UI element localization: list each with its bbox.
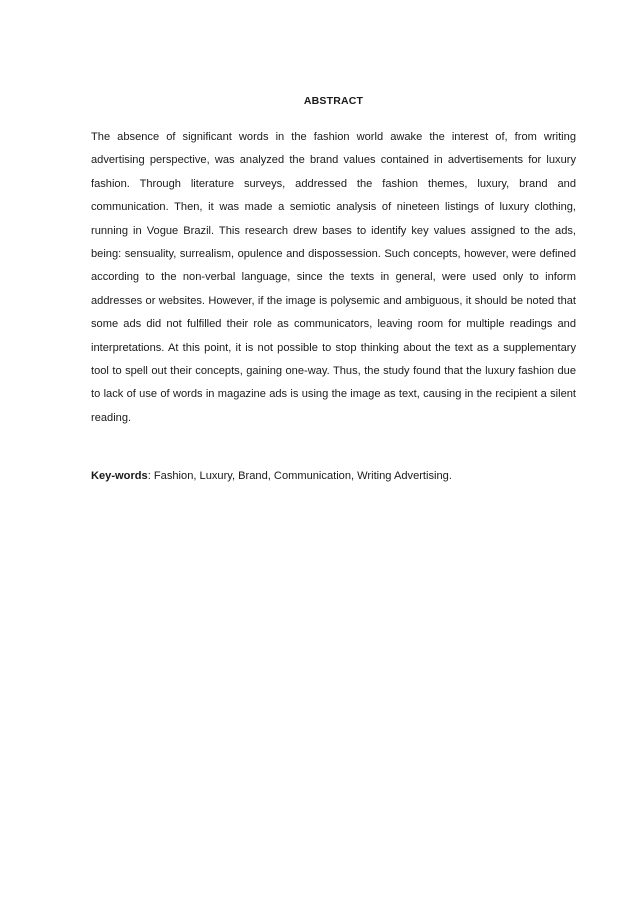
abstract-body: The absence of significant words in the fashion world awake the interest of, from writing advertising perspective, was analyzed the brand values contained in advertisements for luxury fashion. Through literature surveys, addressed the fashion themes, luxury, brand and communication. Then, it was made a semiotic analysis of nineteen listings of luxury clothing, running in Vogue Brazil. This research drew bases to identify key values assigned to the ads, being: sensuality, surrealism, opulence and dispossession. Such concepts, however, were defined according to the non-verbal language, since the texts in general, were used only to inform addresses or websites. However, if the image is polysemic and ambiguous, it should be noted that some ads did not fulfilled their role as communicators, leaving room for multiple readings and interpretations. At this point, it is not possible to stop thinking about the text as a supplementary tool to spell out their concepts, gaining one-way. Thus, the study found that the luxury fashion due to lack of use of words in magazine ads is using the image as text, causing in the recipient a silent reading. — [91, 131, 576, 424]
abstract-title: ABSTRACT — [303, 95, 364, 107]
keywords-list: Fashion, Luxury, Brand, Communication, Writing Advertising. — [153, 470, 452, 482]
keywords-separator: : — [147, 470, 154, 482]
keywords-label: Key-words — [91, 470, 148, 482]
keywords-line — [91, 465, 576, 488]
